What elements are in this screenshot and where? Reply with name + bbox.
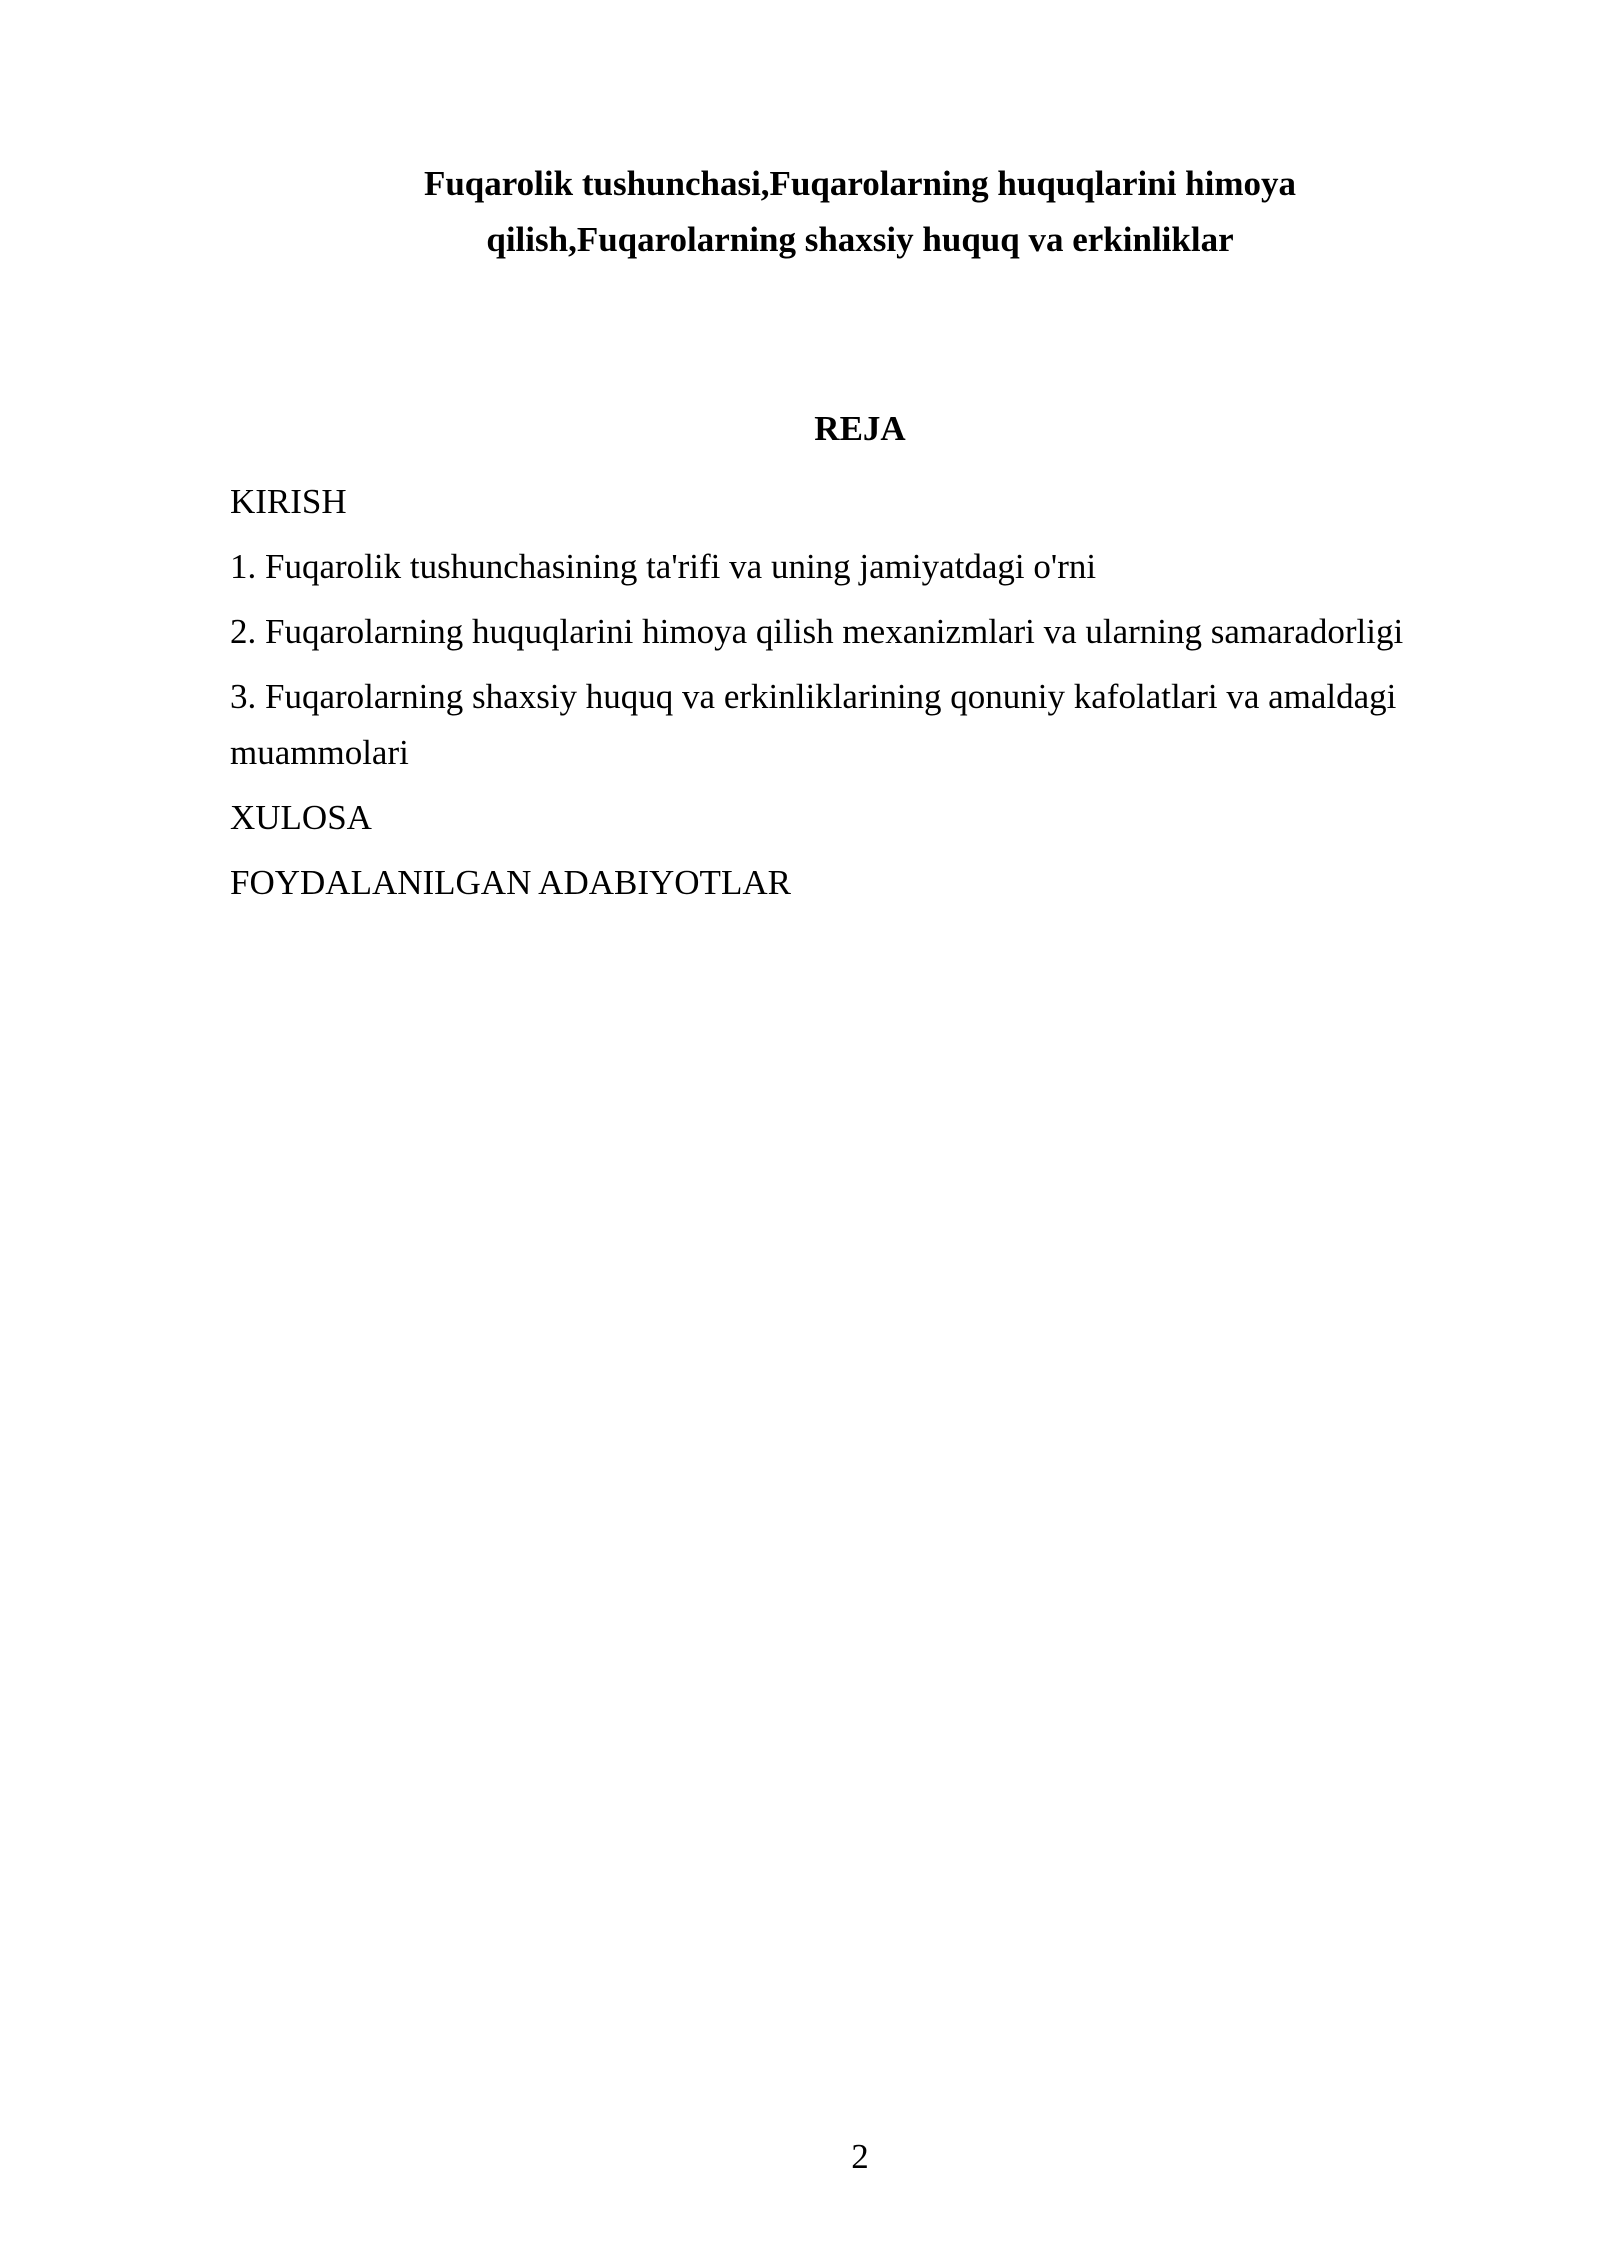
plan-list bbox=[230, 474, 1530, 920]
document-title-line-1: Fuqarolik tushunchasi,Fuqarolarning huquqlarini himoya bbox=[423, 164, 1297, 203]
plan-heading: REJA bbox=[814, 409, 906, 448]
plan-item-conclusion: XULOSA bbox=[230, 798, 372, 837]
plan-item-references: FOYDALANILGAN ADABIYOTLAR bbox=[230, 863, 791, 902]
plan-item-3: 3. Fuqarolarning shaxsiy huquq va erkinliklarining qonuniy kafolatlari va amaldagi muammolari bbox=[230, 677, 1397, 772]
plan-item-1: 1. Fuqarolik tushunchasining ta'rifi va uning jamiyatdagi o'rni bbox=[230, 547, 1097, 586]
page-number: 2 bbox=[851, 2137, 869, 2176]
document-title bbox=[230, 156, 1490, 268]
plan-item-introduction: KIRISH bbox=[230, 482, 347, 521]
document-title-line-2: qilish,Fuqarolarning shaxsiy huquq va erkinliklar bbox=[486, 220, 1234, 259]
plan-item-2: 2. Fuqarolarning huquqlarini himoya qilish mexanizmlari va ularning samaradorligi bbox=[230, 612, 1404, 651]
